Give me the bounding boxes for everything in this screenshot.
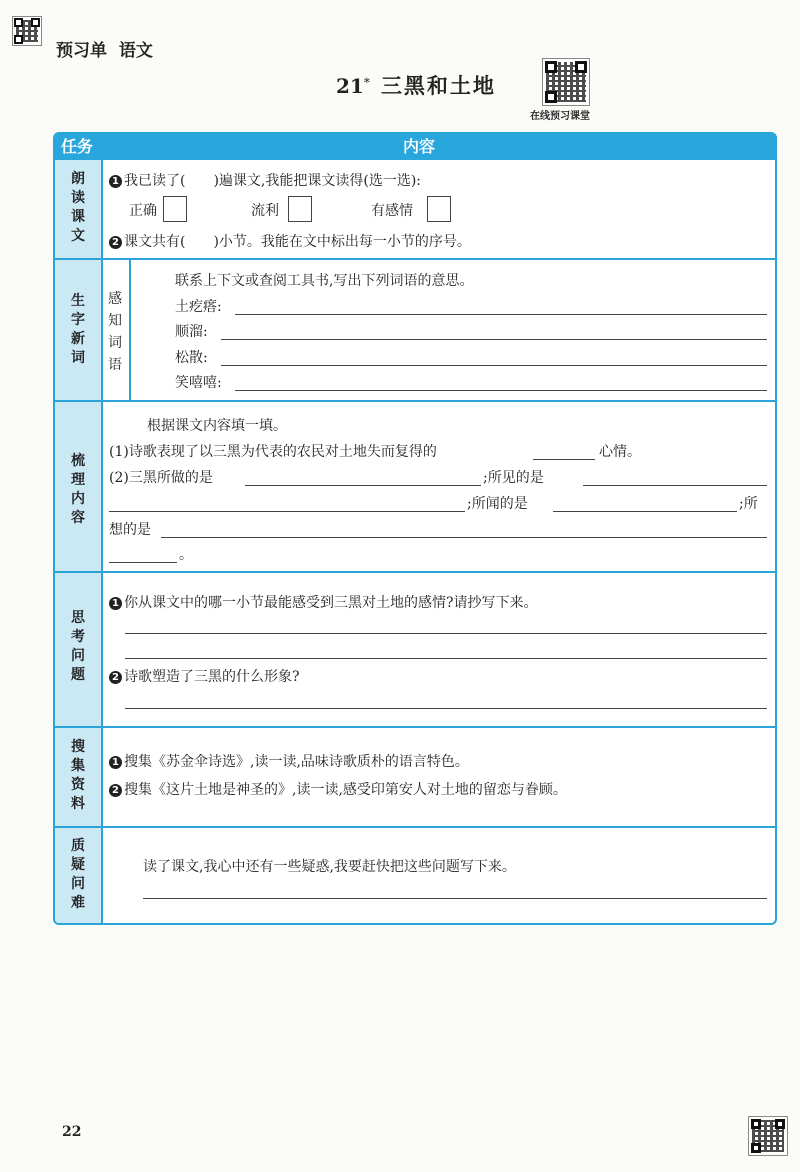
corner-qr-code (12, 16, 42, 46)
task-label-reading: 朗读课文 (71, 171, 85, 244)
thinking-answer-line-3[interactable] (125, 708, 767, 709)
task-label-question: 质疑问难 (71, 838, 85, 911)
thinking-answer-line-1[interactable] (125, 633, 767, 634)
vocab-answer-line-3[interactable] (221, 365, 767, 366)
vocab-word-2: 顺溜: (175, 324, 208, 340)
number-2-icon: 2 (109, 236, 122, 249)
option-correct-checkbox[interactable] (163, 196, 187, 222)
option-fluent-label: 流利 (251, 203, 279, 219)
summary-blank-feeling[interactable] (533, 459, 595, 460)
thinking-question-1: 1 你从课文中的哪一小节最能感受到三黑对土地的感情?请抄写下来。 (109, 592, 538, 612)
vocab-word-4: 笑嘻嘻: (175, 375, 222, 391)
worksheet-table (53, 132, 777, 925)
column-header-task: 任务 (61, 137, 94, 156)
summary-p2-end: 。 (179, 547, 193, 563)
vocab-sublabel: 感知词语 (108, 291, 122, 373)
question-answer-line[interactable] (143, 898, 767, 899)
summary-p2-seen: ;所见的是 (483, 470, 544, 486)
task-label-vocab: 生字新词 (71, 293, 85, 366)
worksheet-header: 预习单 语文 (56, 41, 153, 61)
task-label-summary: 梳理内容 (71, 453, 85, 526)
vocab-word-3: 松散: (175, 350, 208, 366)
summary-blank-think-1[interactable] (161, 537, 767, 538)
vocab-answer-line-2[interactable] (221, 339, 767, 340)
collect-item-2: 2 搜集《这片土地是神圣的》,读一读,感受印第安人对土地的留恋与眷顾。 (109, 779, 567, 799)
reading-line-2: 2 课文共有( )小节。我能在文中标出每一小节的序号。 (109, 231, 471, 251)
option-emotion-label: 有感情 (371, 203, 413, 219)
table-header (55, 134, 775, 160)
summary-p1-end: 心情。 (599, 444, 641, 460)
summary-p1-start: (1)诗歌表现了以三黑为代表的农民对土地失而复得的 (109, 444, 437, 460)
summary-p2-think-2: 想的是 (109, 522, 151, 538)
thinking-answer-line-2[interactable] (125, 658, 767, 659)
summary-blank-think-2[interactable] (109, 562, 177, 563)
reading-line-1: 1 我已读了( )遍课文,我能把课文读得(选一选): (109, 170, 421, 190)
task-label-thinking: 思考问题 (71, 610, 85, 683)
qr-caption: 在线预习课堂 (530, 111, 590, 122)
summary-blank-seen-1[interactable] (583, 485, 767, 486)
summary-p2-think: ;所 (739, 496, 758, 512)
collect-item-1: 1 搜集《苏金伞诗选》,读一读,品味诗歌质朴的语言特色。 (109, 751, 469, 771)
number-2-icon: 2 (109, 784, 122, 797)
question-prompt: 读了课文,我心中还有一些疑惑,我要赶快把这些问题写下来。 (143, 859, 516, 875)
summary-blank-done[interactable] (245, 485, 481, 486)
bottom-qr-code (748, 1116, 788, 1156)
summary-p2-heard: ;所闻的是 (467, 496, 528, 512)
task-label-collect: 搜集资料 (71, 739, 85, 812)
number-1-icon: 1 (109, 597, 122, 610)
page-number: 22 (62, 1124, 82, 1140)
vocab-word-1: 土疙瘩: (175, 299, 222, 315)
number-1-icon: 1 (109, 175, 122, 188)
option-emotion-checkbox[interactable] (427, 196, 451, 222)
summary-blank-heard[interactable] (553, 511, 737, 512)
column-header-content: 内容 (403, 137, 436, 156)
number-2-icon: 2 (109, 671, 122, 684)
lesson-title (336, 70, 496, 100)
lesson-number: 21 (336, 74, 364, 98)
number-1-icon: 1 (109, 756, 122, 769)
option-correct-label: 正确 (129, 203, 157, 219)
summary-blank-seen-2[interactable] (109, 511, 465, 512)
vocab-intro: 联系上下文或查阅工具书,写出下列词语的意思。 (175, 273, 474, 289)
lesson-name: 三黑和土地 (380, 74, 496, 98)
vocab-answer-line-1[interactable] (235, 314, 767, 315)
vocab-answer-line-4[interactable] (235, 390, 767, 391)
summary-intro: 根据课文内容填一填。 (147, 418, 287, 434)
thinking-question-2: 2 诗歌塑造了三黑的什么形象? (109, 666, 300, 686)
summary-p2-start: (2)三黑所做的是 (109, 470, 213, 486)
preview-qr-code[interactable] (542, 58, 590, 106)
option-fluent-checkbox[interactable] (288, 196, 312, 222)
lesson-mark: * (363, 75, 370, 90)
